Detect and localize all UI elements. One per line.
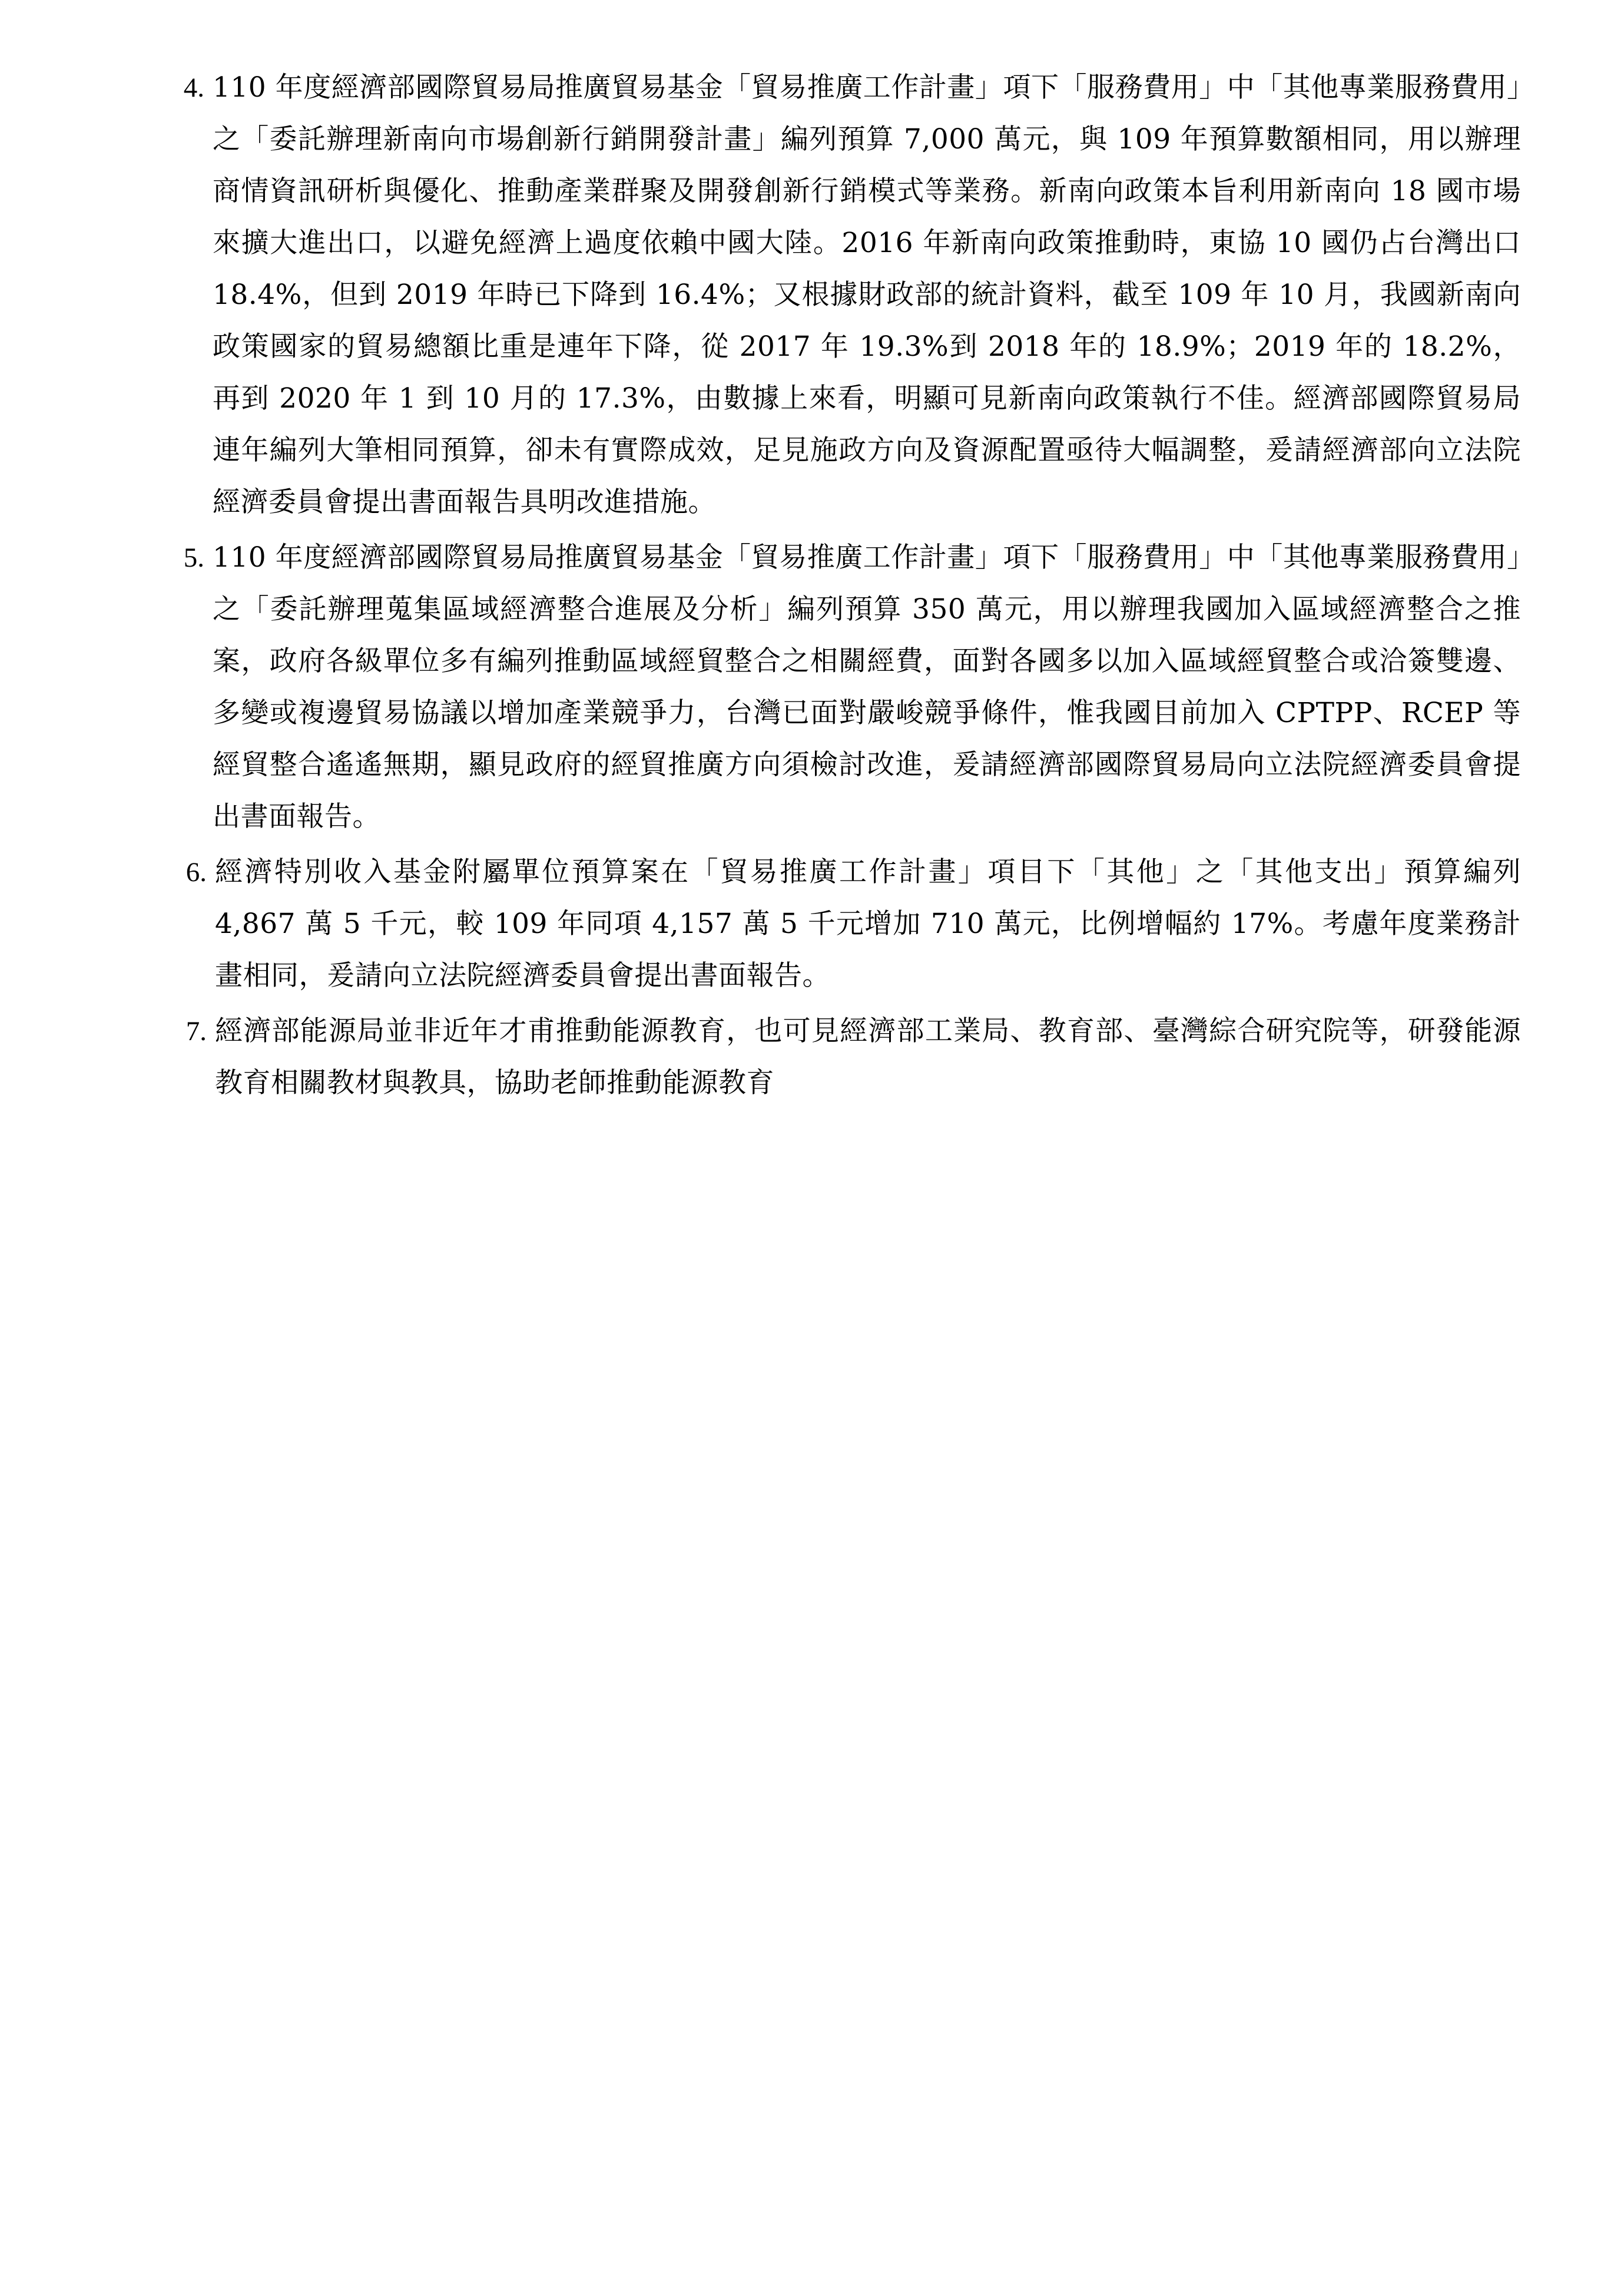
list-item-number: 5. bbox=[183, 542, 204, 573]
list-item-number: 7. bbox=[185, 1016, 207, 1047]
list-item-text: 110 年度經濟部國際貿易局推廣貿易基金「貿易推廣工作計畫」項下「服務費用」中「其他專業服務費用」之「委託辦理蒐集區域經濟整合進展及分析」編列預算 350 萬元，用以辦理我國加入區域經濟整合之推案，政府各級單位多有編列推動區域經貿整合之相關經費，面對各國多以加入區域經貿整合或洽簽雙邊、多變或複邊貿易協議以增加產業競爭力，台灣已面對嚴峻競爭條件，惟我國目前加入 CPTPP、RCEP 等經貿整合遙遙無期，顯見政府的經貿推廣方向須檢討改進，爰請經濟部國際貿易局向立法院經濟委員會提出書面報告。 bbox=[213, 541, 1521, 833]
list-item-number: 4. bbox=[183, 72, 204, 103]
list-item bbox=[150, 532, 1521, 843]
list-item-text: 經濟特別收入基金附屬單位預算案在「貿易推廣工作計畫」項目下「其他」之「其他支出」預算編列 4,867 萬 5 千元，較 109 年同項 4,157 萬 5 千元增加 710 萬元，比例增幅約 17%。考慮年度業務計畫相同，爰請向立法院經濟委員會提出書面報告。 bbox=[215, 856, 1521, 992]
list-item-text: 經濟部能源局並非近年才甫推動能源教育，也可見經濟部工業局、教育部、臺灣綜合研究院等，研發能源教育相關教材與教具，協助老師推動能源教育 bbox=[215, 1015, 1521, 1099]
list-item-text: 110 年度經濟部國際貿易局推廣貿易基金「貿易推廣工作計畫」項下「服務費用」中「其他專業服務費用」之「委託辦理新南向市場創新行銷開發計畫」編列預算 7,000 萬元，與 109 年預算數額相同，用以辦理商情資訊研析與優化、推動產業群聚及開發創新行銷模式等業務。新南向政策本旨利用新南向 18 國市場來擴大進出口，以避免經濟上過度依賴中國大陸。2016 年新南向政策推動時，東協 10 國仍占台灣出口 18.4%，但到 2019 年時已下降到 16.4%；又根據財政部的統計資料，截至 109 年 10 月，我國新南向政策國家的貿易總額比重是連年下降，從 2017 年 19.3%到 2018 年的 18.9%；2019 年的 18.2%，再到 2020 年 1 到 10 月的 17.3%，由數據上來看，明顯可見新南向政策執行不佳。經濟部國際貿易局連年編列大筆相同預算，卻未有實際成效，足見施政方向及資源配置亟待大幅調整，爰請經濟部向立法院經濟委員會提出書面報告具明改進措施。 bbox=[213, 71, 1521, 518]
list-item bbox=[150, 846, 1521, 1002]
list-item bbox=[150, 1005, 1521, 1109]
numbered-item-list bbox=[150, 62, 1521, 1109]
list-item-number: 6. bbox=[185, 857, 207, 888]
list-item bbox=[150, 62, 1521, 528]
